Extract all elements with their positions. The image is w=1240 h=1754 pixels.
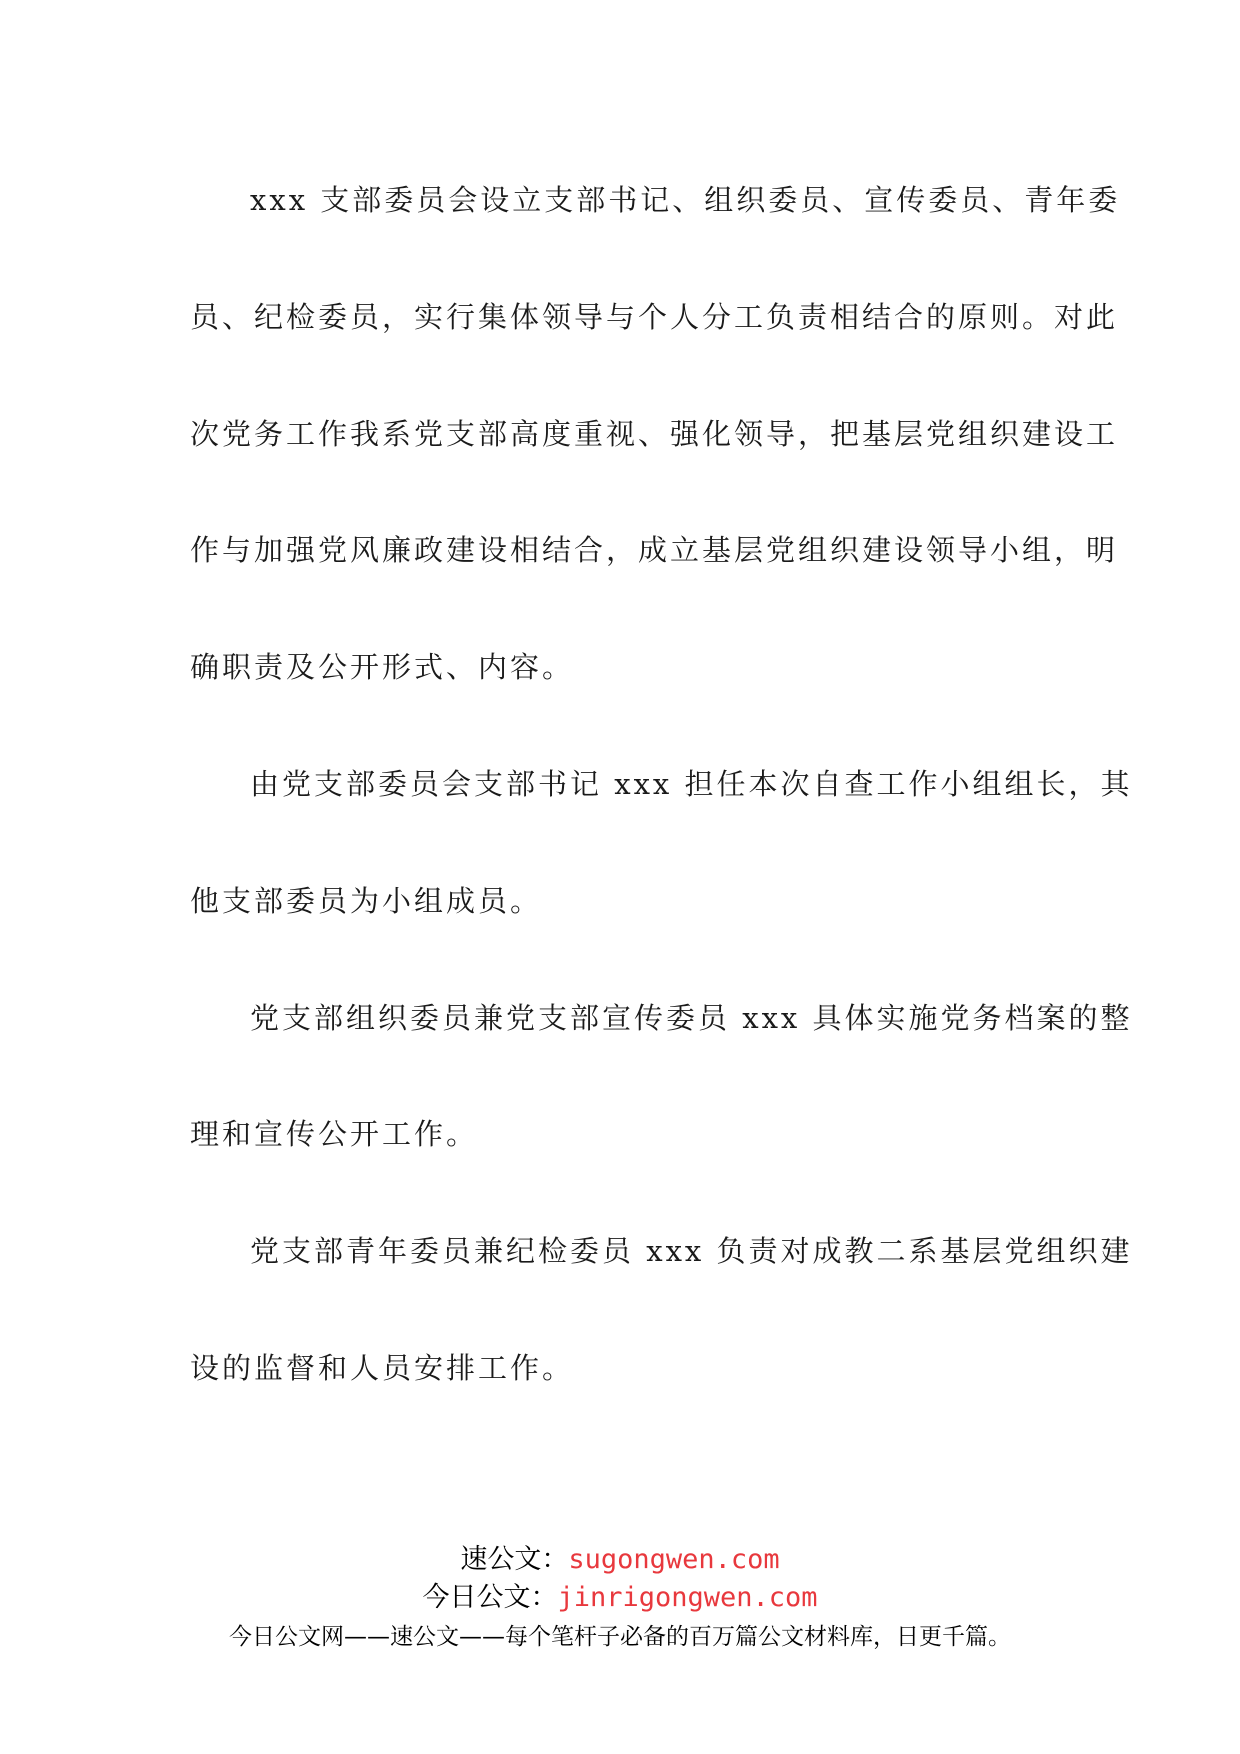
footer-site-2-link[interactable]: jinrigongwen.com xyxy=(557,1582,818,1613)
paragraph-4-line-2: 设的监督和人员安排工作。 xyxy=(190,1351,575,1385)
paragraph-1-line-4: 作与加强党风廉政建设相结合，成立基层党组织建设领导小组，明 xyxy=(190,533,1119,567)
paragraph-1-line-3: 次党务工作我系党支部高度重视、强化领导，把基层党组织建设工 xyxy=(190,417,1119,451)
paragraph-1-line-1: xxx 支部委员会设立支部书记、组织委员、宣传委员、青年委 xyxy=(250,183,1121,217)
paragraph-4-line-1: 党支部青年委员兼纪检委员 xxx 负责对成教二系基层党组织建 xyxy=(250,1234,1133,1268)
footer-slogan: 今日公文网——速公文——每个笔杆子必备的百万篇公文材料库，日更千篇。 xyxy=(229,1624,1011,1650)
paragraph-3-line-1: 党支部组织委员兼党支部宣传委员 xxx 具体实施党务档案的整 xyxy=(250,1001,1133,1035)
paragraph-1-line-5: 确职责及公开形式、内容。 xyxy=(190,650,575,684)
paragraph-1-line-2: 员、纪检委员，实行集体领导与个人分工负责相结合的原则。对此 xyxy=(190,300,1119,334)
paragraph-2-line-1: 由党支部委员会支部书记 xxx 担任本次自查工作小组组长，其 xyxy=(250,767,1133,801)
footer-site-1-label: 速公文： xyxy=(460,1544,569,1575)
paragraph-2-line-2: 他支部委员为小组成员。 xyxy=(190,884,543,918)
footer-site-1 xyxy=(0,1543,1240,1577)
footer-site-2-label: 今日公文： xyxy=(422,1582,558,1613)
paragraph-3-line-2: 理和宣传公开工作。 xyxy=(190,1117,479,1151)
footer-site-2 xyxy=(0,1581,1240,1615)
footer-site-1-link[interactable]: sugongwen.com xyxy=(568,1544,780,1575)
